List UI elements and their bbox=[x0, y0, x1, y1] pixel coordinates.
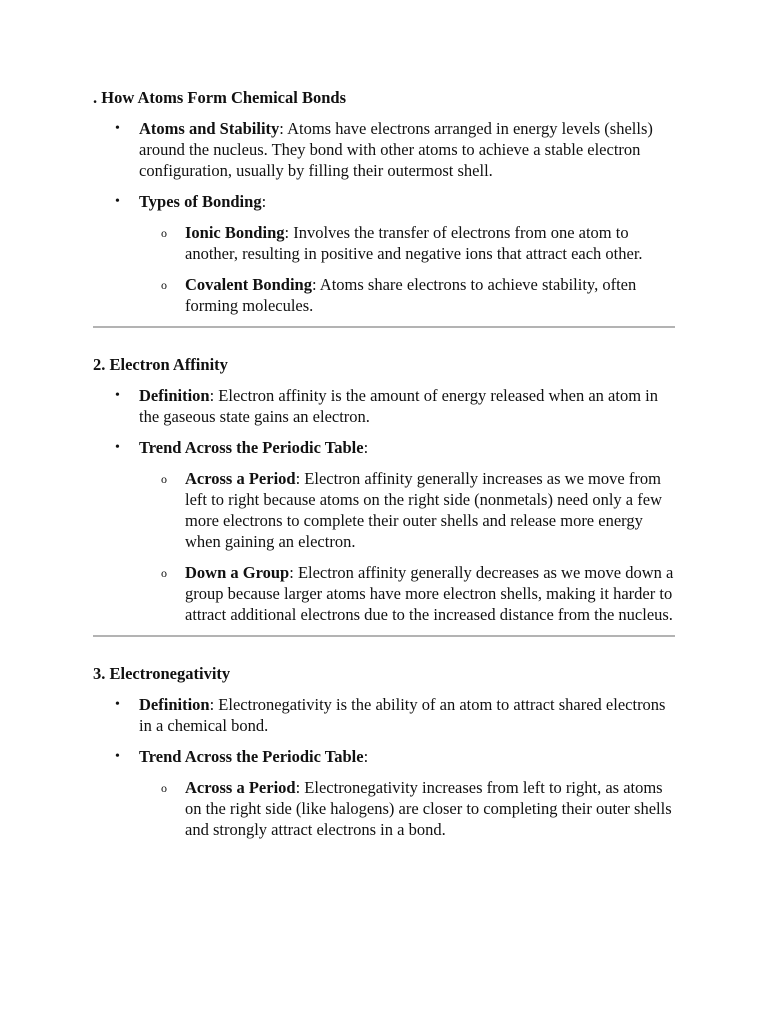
bullet-term: Types of Bonding bbox=[139, 192, 262, 211]
bullet-text: : Electronegativity is the ability of an atom to attract shared electrons in a chemical bond. bbox=[139, 695, 666, 735]
sub-bullet-list bbox=[139, 468, 675, 625]
bullet-icon: • bbox=[115, 194, 120, 209]
sub-bullet-text: : Involves the transfer of electrons from one atom to another, resulting in positive and negative ions that attract each other. bbox=[185, 223, 643, 263]
bullet-term: Atoms and Stability bbox=[139, 119, 280, 138]
list-item bbox=[93, 746, 675, 840]
section-title: 2. Electron Affinity bbox=[93, 355, 228, 374]
bullet-term: Trend Across the Periodic Table bbox=[139, 438, 364, 457]
bullet-text: : Atoms have electrons arranged in energy levels (shells) around the nucleus. They bond with other atoms to achieve a stable electron configuration, usually by filling their outermost shell. bbox=[139, 119, 653, 180]
sub-bullet-term: Ionic Bonding bbox=[185, 223, 285, 242]
section-electronegativity bbox=[93, 663, 675, 840]
sub-bullet-list bbox=[139, 222, 675, 316]
bullet-icon: • bbox=[115, 388, 120, 403]
bullet-list bbox=[93, 694, 675, 840]
sub-bullet-text: : Atoms share electrons to achieve stability, often forming molecules. bbox=[185, 275, 637, 315]
bullet-term: Definition bbox=[139, 695, 210, 714]
sub-bullet-text: : Electronegativity increases from left to right, as atoms on the right side (like halogens) are closer to completing their outer shells and strongly attract electrons in a bond. bbox=[185, 778, 672, 839]
sub-list-item bbox=[138, 777, 675, 840]
sub-bullet-term: Across a Period bbox=[185, 469, 296, 488]
bullet-term: Trend Across the Periodic Table bbox=[139, 747, 364, 766]
bullet-term: Definition bbox=[139, 386, 210, 405]
bullet-list bbox=[93, 385, 675, 625]
sub-list-item bbox=[138, 562, 675, 625]
document-page bbox=[93, 87, 675, 850]
bullet-icon: • bbox=[115, 121, 120, 136]
bullet-icon: • bbox=[115, 697, 120, 712]
sub-list-item bbox=[138, 222, 675, 264]
bullet-text: : Electron affinity is the amount of energy released when an atom in the gaseous state gains an electron. bbox=[139, 386, 659, 426]
bullet-text: : bbox=[261, 192, 267, 211]
list-item bbox=[93, 118, 675, 181]
sub-bullet-text: : Electron affinity generally decreases as we move down a group because larger atoms have more electron shells, making it harder to attract additional electrons due to the increased distance from the nucleus. bbox=[185, 563, 674, 624]
circle-bullet-icon: o bbox=[161, 781, 167, 795]
bullet-list bbox=[93, 118, 675, 316]
bullet-icon: • bbox=[115, 749, 120, 764]
bullet-icon: • bbox=[115, 440, 120, 455]
circle-bullet-icon: o bbox=[161, 472, 167, 486]
circle-bullet-icon: o bbox=[161, 226, 167, 240]
list-item bbox=[93, 694, 675, 736]
list-item bbox=[93, 437, 675, 625]
section-divider bbox=[93, 326, 675, 328]
sub-list-item bbox=[138, 468, 675, 552]
sub-bullet-term: Down a Group bbox=[185, 563, 290, 582]
sub-list-item bbox=[138, 274, 675, 316]
sub-bullet-term: Covalent Bonding bbox=[185, 275, 312, 294]
bullet-text: : bbox=[363, 438, 369, 457]
circle-bullet-icon: o bbox=[161, 278, 167, 292]
section-electron-affinity bbox=[93, 354, 675, 625]
bullet-text: : bbox=[363, 747, 369, 766]
section-title: 3. Electronegativity bbox=[93, 664, 231, 683]
sub-bullet-term: Across a Period bbox=[185, 778, 296, 797]
sub-bullet-list bbox=[139, 777, 675, 840]
section-title: . How Atoms Form Chemical Bonds bbox=[93, 88, 346, 107]
list-item bbox=[93, 385, 675, 427]
section-chemical-bonds bbox=[93, 87, 675, 316]
list-item bbox=[93, 191, 675, 316]
sub-bullet-text: : Electron affinity generally increases as we move from left to right because atoms on the right side (nonmetals) need only a few more electrons to complete their outer shells and release more energy when gaining an electron. bbox=[185, 469, 662, 551]
circle-bullet-icon: o bbox=[161, 566, 167, 580]
section-divider bbox=[93, 635, 675, 637]
